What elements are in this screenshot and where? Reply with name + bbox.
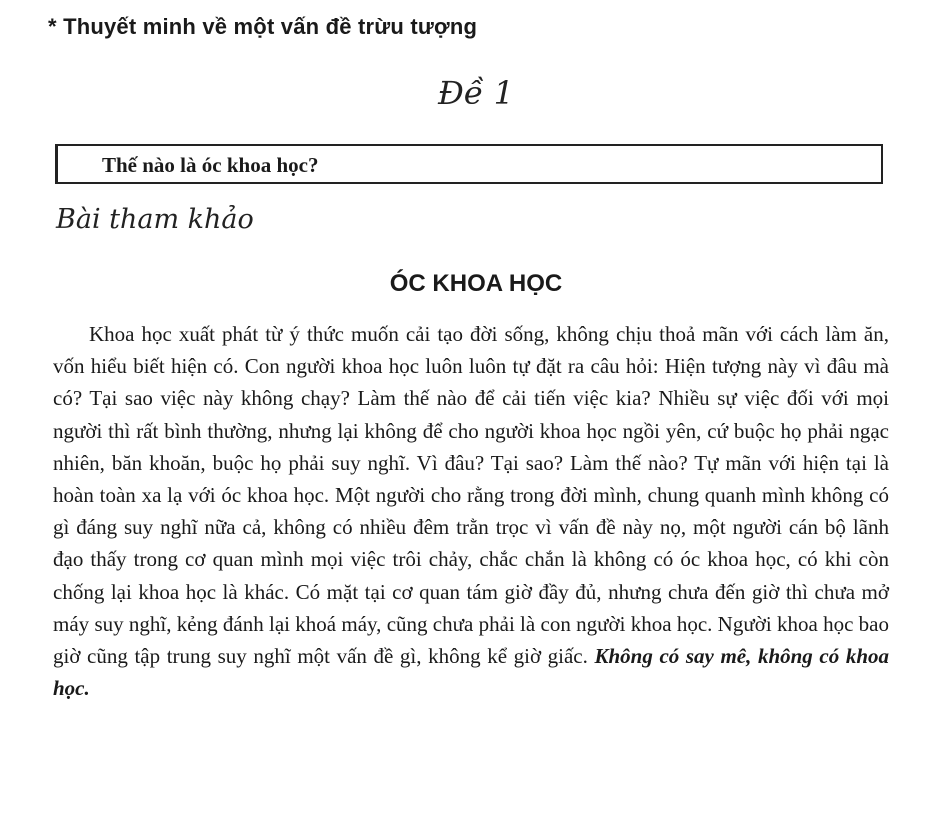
essay-body-text: Khoa học xuất phát từ ý thức muốn cải tạo đời sống, không chịu thoả mãn với cách làm ăn, vốn hiểu biết hiện có. Con người khoa học luôn luôn tự đặt ra câu hỏi: Hiện tượng này vì đâu mà có? Tại sao việc này không chạy? Làm thế nào để cải tiến việc kia? Nhiều sự việc đối với mọi người thì rất bình thường, nhưng lại không để cho người khoa học ngồi yên, cứ buộc họ phải ngạc nhiên, băn khoăn, buộc họ phải suy nghĩ. Vì đâu? Tại sao? Làm thế nào? Tự mãn với hiện tại là hoàn toàn xa lạ với óc khoa học. Một người cho rằng trong đời mình, chung quanh mình không có gì đáng suy nghĩ nữa cả, không có nhiều đêm trằn trọc vì vấn đề này nọ, một người cán bộ lãnh đạo thấy trong cơ quan mình mọi việc trôi chảy, chắc chắn là không có óc khoa học, có khi còn chống lại khoa học là khác. Có mặt tại cơ quan tám giờ đầy đủ, nhưng chưa đến giờ thì chưa mở máy suy nghĩ, kẻng đánh lại khoá máy, cũng chưa phải là con người khoa học. Người khoa học bao giờ cũng tập trung suy nghĩ một vấn đề gì, không kể giờ giấc. <box>53 322 889 669</box>
exercise-title: Đề 1 <box>437 74 515 112</box>
question-box <box>55 144 883 184</box>
question-text: Thế nào là óc khoa học? <box>102 153 319 177</box>
reference-label: Bài tham khảo <box>56 204 254 235</box>
essay-title: ÓC KHOA HỌC <box>389 270 563 297</box>
essay-paragraph <box>53 318 889 704</box>
essay-emphasis: Không có say mê, không có khoa học. <box>53 644 889 701</box>
section-heading: * Thuyết minh về một vấn đề trừu tượng <box>48 14 478 39</box>
